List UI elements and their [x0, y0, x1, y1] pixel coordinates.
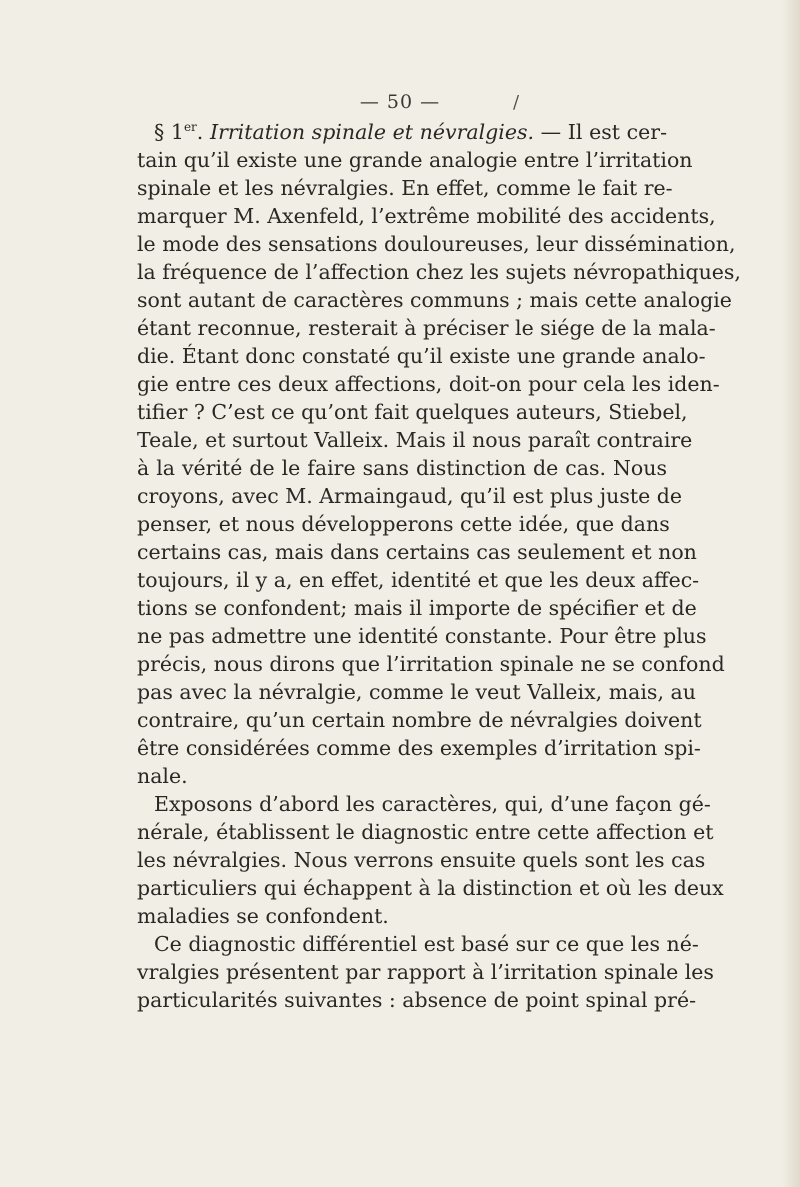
- text-line: vralgies présentent par rapport à l’irritation spinale les: [137, 960, 714, 984]
- text-line: ne pas admettre une identité constante. Pour être plus: [137, 624, 707, 648]
- section-number-text: § 1: [154, 120, 184, 144]
- text-line: le mode des sensations douloureuses, leur dissémination,: [137, 232, 736, 256]
- section-number-sup: er: [183, 120, 197, 135]
- text-line: tain qu’il existe une grande analogie entre l’irritation: [137, 148, 693, 172]
- text-line: la fréquence de l’affection chez les sujets névropathiques,: [137, 260, 741, 284]
- page-edge-shadow: [782, 0, 800, 1187]
- section-title: Irritation spinale et névralgies.: [209, 120, 535, 144]
- text-line: die. Étant donc constaté qu’il existe une grande analo-: [137, 344, 706, 368]
- text-line: marquer M. Axenfeld, l’extrême mobilité des accidents,: [137, 204, 716, 228]
- page-number: — 50 —: [359, 91, 441, 113]
- text-line: maladies se confondent.: [137, 904, 389, 928]
- text-line: précis, nous dirons que l’irritation spinale ne se confond: [137, 652, 725, 676]
- text-line: spinale et les névralgies. En effet, comme le fait re-: [137, 176, 673, 200]
- text-line: toujours, il y a, en effet, identité et que les deux affec-: [137, 568, 700, 592]
- text-line: croyons, avec M. Armaingaud, qu’il est plus juste de: [137, 484, 683, 508]
- text-line: à la vérité de le faire sans distinction de cas. Nous: [137, 456, 667, 480]
- text-line: Teale, et surtout Valleix. Mais il nous paraît contraire: [137, 428, 693, 452]
- text-line: nérale, établissent le diagnostic entre cette affection et: [137, 820, 714, 844]
- body-text: [137, 118, 741, 1014]
- text-line: particularités suivantes : absence de point spinal pré-: [137, 988, 697, 1012]
- text-line: Exposons d’abord les caractères, qui, d’une façon gé-: [154, 792, 711, 816]
- text-line: certains cas, mais dans certains cas seulement et non: [137, 540, 697, 564]
- margin-mark: /: [513, 92, 520, 113]
- text-line: tifier ? C’est ce qu’ont fait quelques auteurs, Stiebel,: [137, 400, 688, 424]
- section-first-line-rest: — Il est cer-: [534, 120, 667, 144]
- text-line: tions se confondent; mais il importe de spécifier et de: [137, 596, 697, 620]
- text-line: Ce diagnostic différentiel est basé sur ce que les né-: [154, 932, 699, 956]
- text-line: étant reconnue, resterait à préciser le siége de la mala-: [137, 316, 716, 340]
- text-line: penser, et nous développerons cette idée, que dans: [137, 512, 670, 536]
- section-heading-line: [137, 118, 667, 146]
- text-line: contraire, qu’un certain nombre de névralgies doivent: [137, 708, 702, 732]
- text-line: particuliers qui échappent à la distinction et où les deux: [137, 876, 724, 900]
- text-line: pas avec la névralgie, comme le veut Valleix, mais, au: [137, 680, 696, 704]
- text-line: les névralgies. Nous verrons ensuite quels sont les cas: [137, 848, 706, 872]
- text-line: nale.: [137, 764, 188, 788]
- text-line: gie entre ces deux affections, doit-on pour cela les iden-: [137, 372, 720, 396]
- text-line: sont autant de caractères communs ; mais cette analogie: [137, 288, 732, 312]
- section-number: § 1er.: [154, 120, 204, 144]
- text-line: être considérées comme des exemples d’irritation spi-: [137, 736, 701, 760]
